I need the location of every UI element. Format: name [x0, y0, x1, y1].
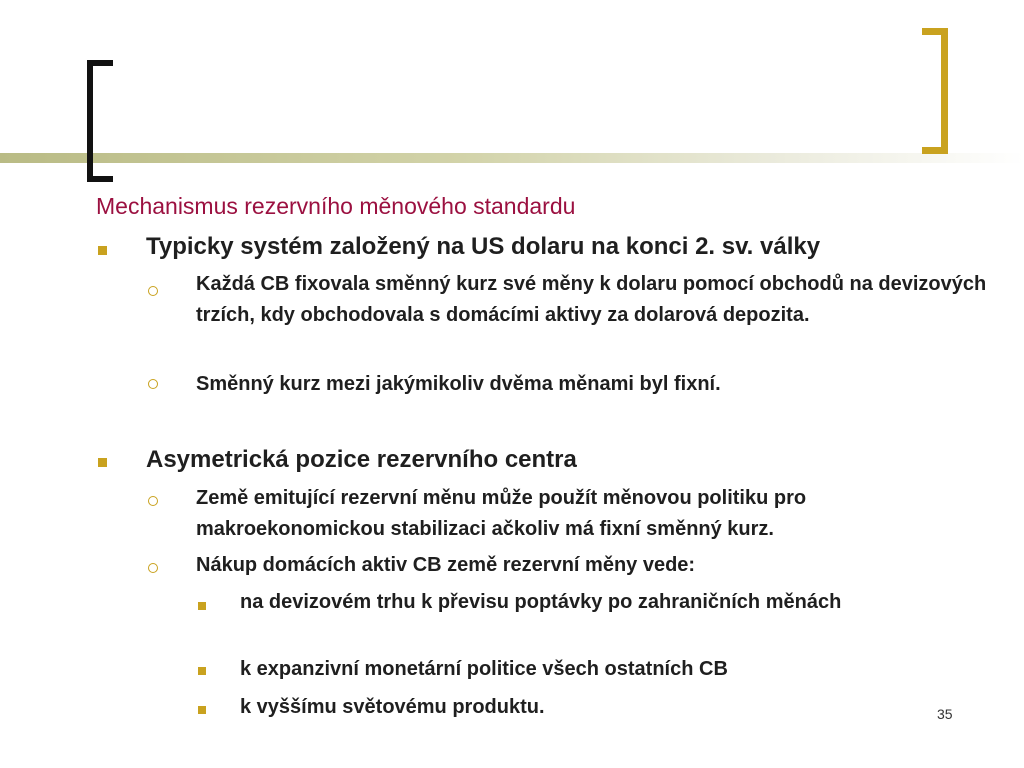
- bullet-level1: Asymetrická pozice rezervního centra: [146, 446, 577, 473]
- bullet-level2: Nákup domácích aktiv CB země rezervní měny vede:: [196, 554, 696, 576]
- decorative-band: [0, 153, 1024, 163]
- left-bracket-decoration: [87, 60, 113, 182]
- bullet-level3: k vyššímu světovému produktu.: [240, 696, 545, 718]
- slide-title: Mechanismus rezervního měnového standardu: [96, 193, 576, 219]
- page-number: 35: [937, 706, 953, 722]
- ring-bullet-icon: [148, 379, 158, 389]
- square-bullet-icon: [198, 602, 206, 610]
- square-bullet-icon: [198, 667, 206, 675]
- bullet-level2: Země emitující rezervní měnu může použít měnovou politiku pro makroekonomickou stabilizaci ačkoliv má fixní směnný kurz.: [196, 487, 807, 540]
- square-bullet-icon: [98, 246, 107, 255]
- bullet-level3: na devizovém trhu k převisu poptávky po zahraničních měnách: [240, 591, 842, 613]
- square-bullet-icon: [98, 458, 107, 467]
- bullet-level2: Každá CB fixovala směnný kurz své měny k dolaru pomocí obchodů na devizových trzích, kdy obchodovala s domácími aktivy za dolarová depozita.: [196, 273, 987, 326]
- ring-bullet-icon: [148, 286, 158, 296]
- bullet-level3: k expanzivní monetární politice všech ostatních CB: [240, 658, 728, 680]
- ring-bullet-icon: [148, 563, 158, 573]
- ring-bullet-icon: [148, 496, 158, 506]
- bullet-level2: Směnný kurz mezi jakýmikoliv dvěma měnami byl fixní.: [196, 373, 721, 395]
- right-bracket-decoration: [922, 28, 948, 154]
- bullet-level1: Typicky systém založený na US dolaru na konci 2. sv. války: [146, 233, 821, 260]
- square-bullet-icon: [198, 706, 206, 714]
